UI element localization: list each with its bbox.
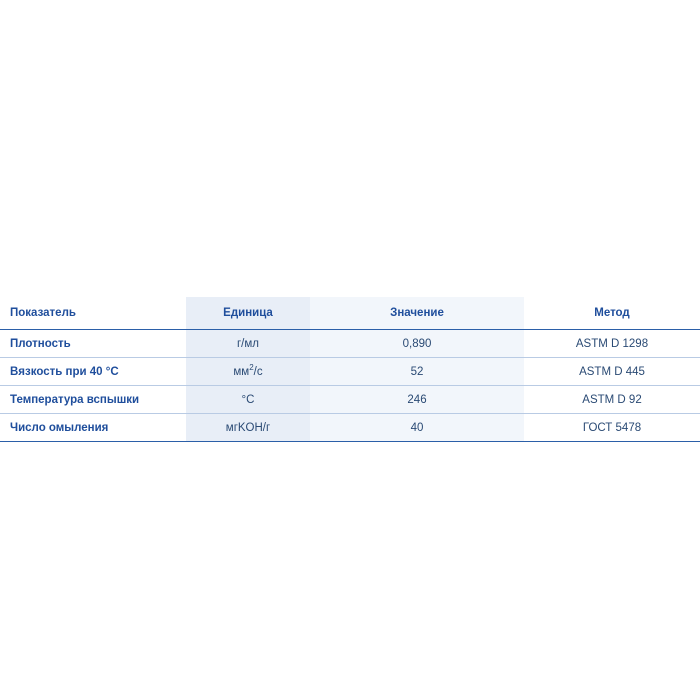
cell-method: ASTM D 92 — [524, 386, 700, 414]
table-header — [0, 297, 700, 330]
table-header-row — [0, 297, 700, 330]
cell-method: ASTM D 445 — [524, 358, 700, 386]
cell-unit-exponent: 2 — [249, 362, 254, 372]
table-row — [0, 414, 700, 442]
cell-unit: г/мл — [186, 330, 310, 358]
column-header-parameter: Показатель — [0, 297, 186, 330]
cell-parameter: Вязкость при 40 °C — [0, 358, 186, 386]
column-header-value: Значение — [310, 297, 524, 330]
cell-unit-base: мм — [233, 365, 250, 378]
cell-value: 246 — [310, 386, 524, 414]
cell-value: 0,890 — [310, 330, 524, 358]
cell-unit-tail: /с — [253, 365, 263, 378]
cell-parameter: Температура вспышки — [0, 386, 186, 414]
cell-unit — [186, 358, 310, 386]
specification-table — [0, 297, 700, 442]
table-row — [0, 358, 700, 386]
table-row — [0, 386, 700, 414]
column-header-unit: Единица — [186, 297, 310, 330]
column-header-method: Метод — [524, 297, 700, 330]
cell-unit: мгKOH/г — [186, 414, 310, 442]
cell-parameter: Плотность — [0, 330, 186, 358]
cell-parameter: Число омыления — [0, 414, 186, 442]
table-body — [0, 330, 700, 442]
cell-unit: °C — [186, 386, 310, 414]
cell-method: ГОСТ 5478 — [524, 414, 700, 442]
table-row — [0, 330, 700, 358]
specification-table-container — [0, 297, 700, 442]
cell-value: 52 — [310, 358, 524, 386]
cell-method: ASTM D 1298 — [524, 330, 700, 358]
cell-value: 40 — [310, 414, 524, 442]
